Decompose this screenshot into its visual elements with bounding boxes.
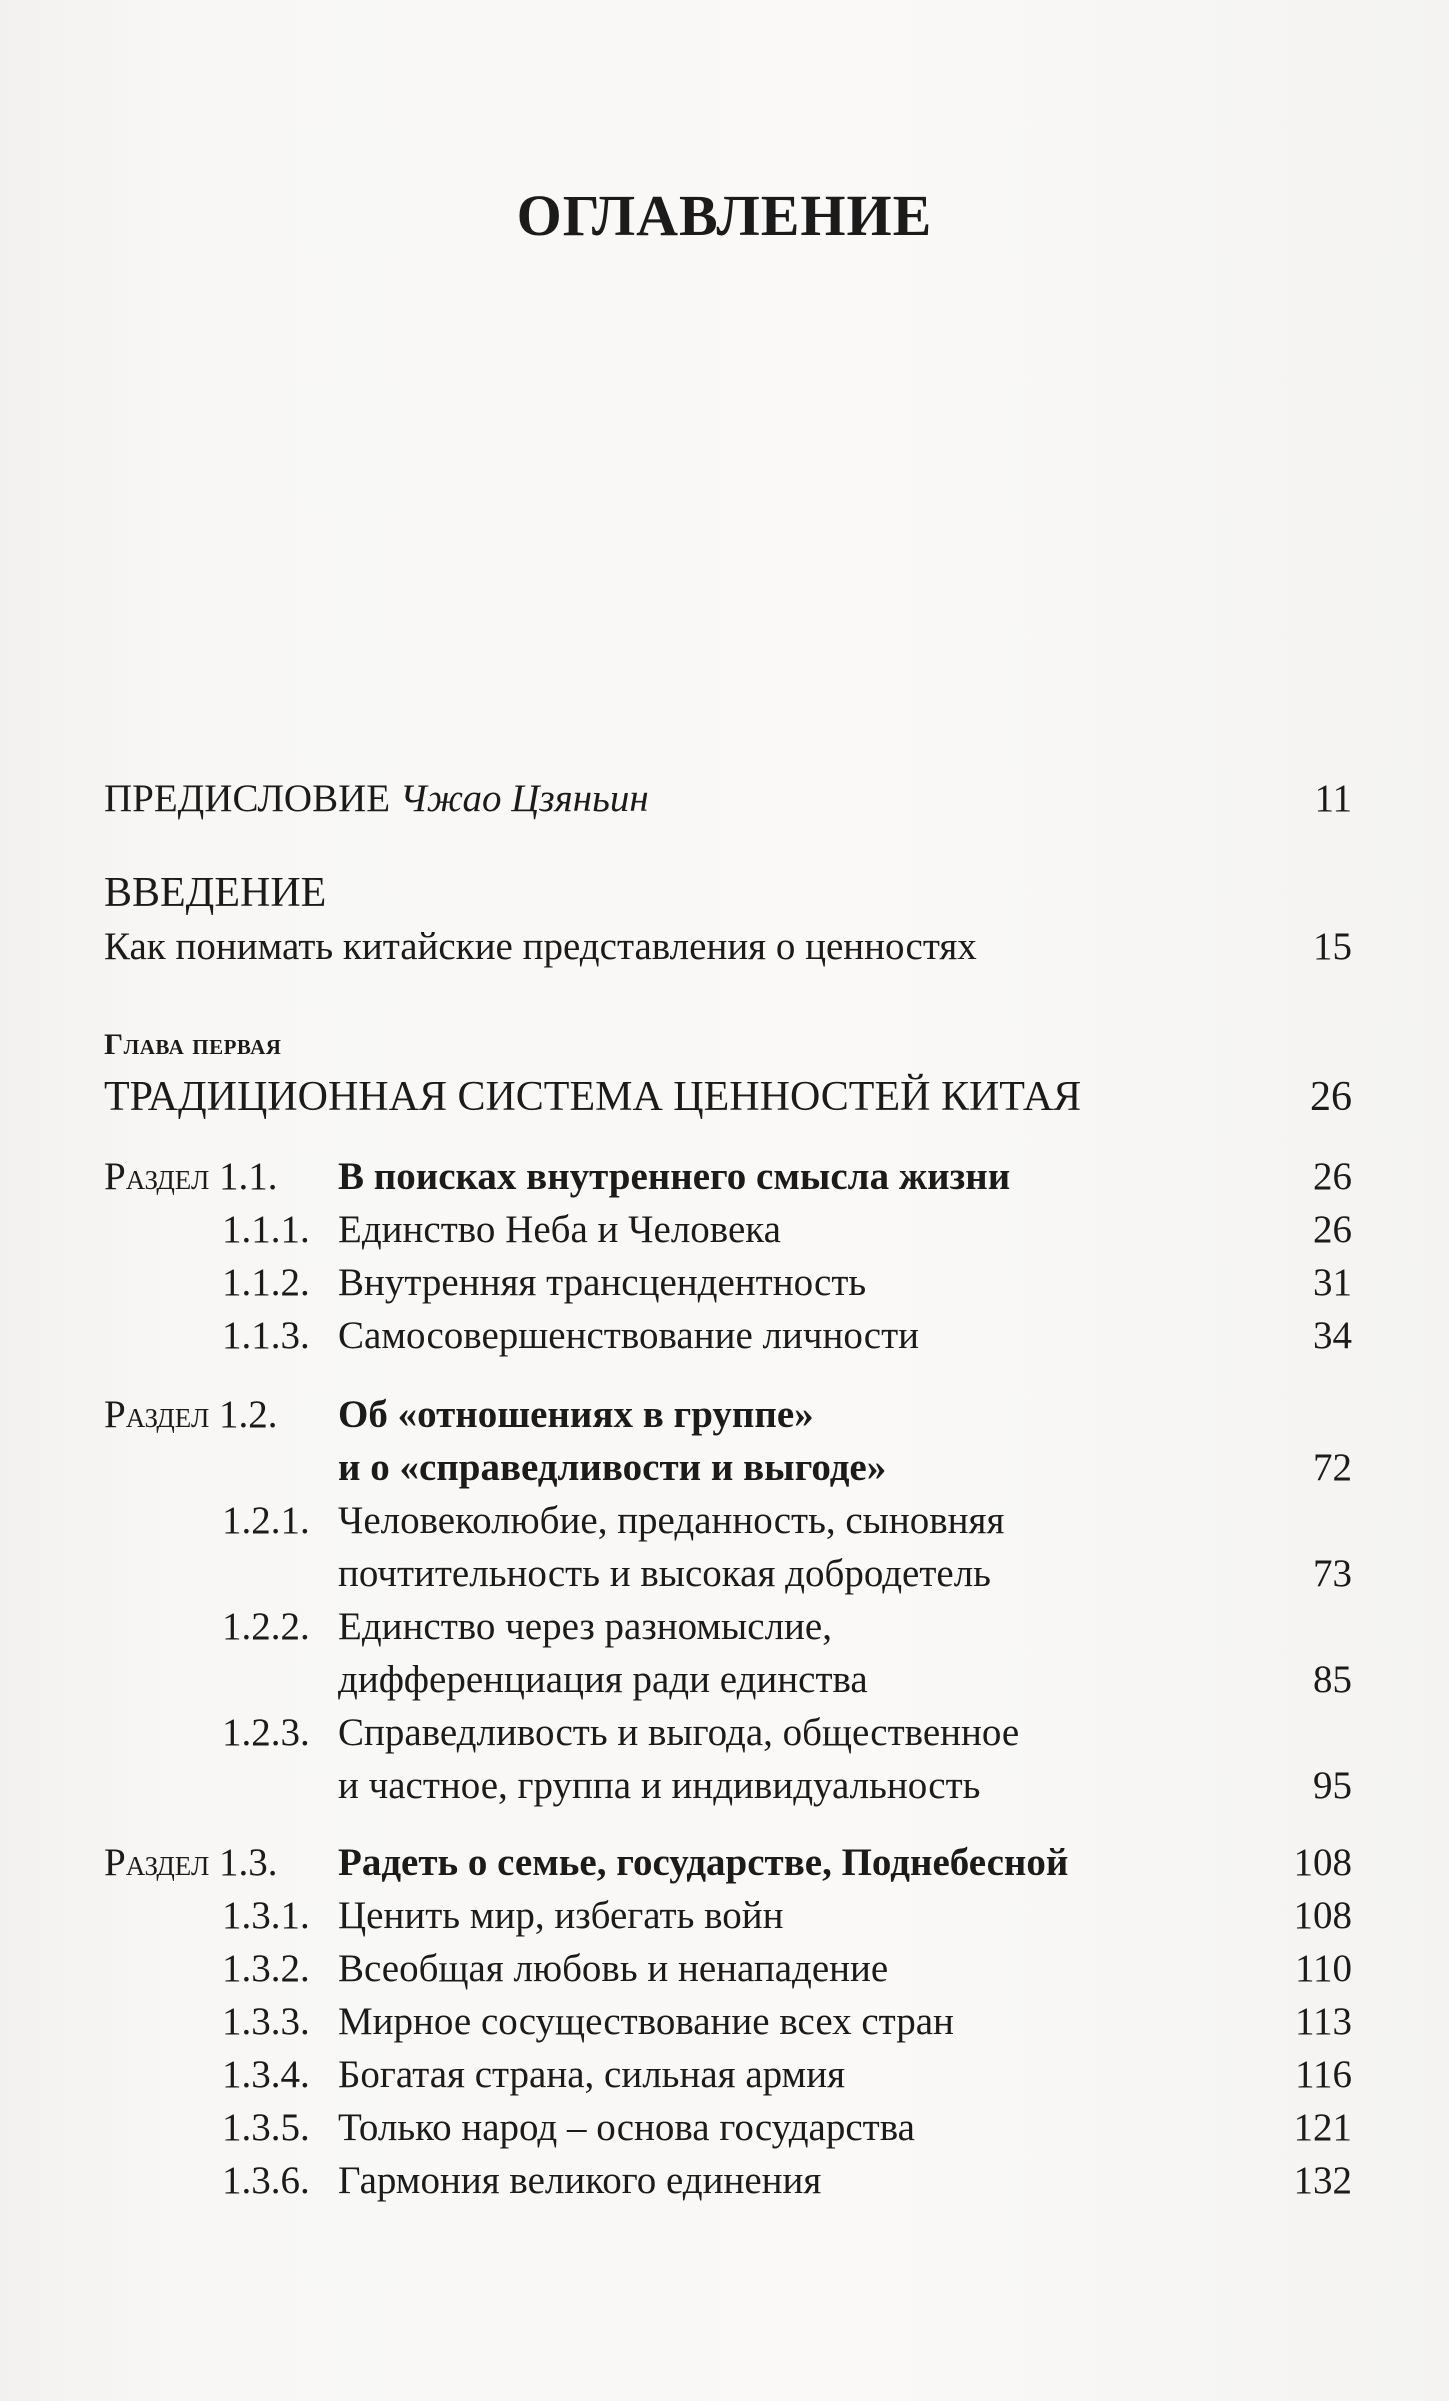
entry-number: 1.2.1. bbox=[222, 1499, 310, 1542]
section-title: В поисках внутреннего смысла жизни bbox=[338, 1155, 1011, 1198]
entry-text-line2: дифференциация ради единства bbox=[338, 1658, 868, 1701]
preface-label: ПРЕДИСЛОВИЕ bbox=[104, 777, 391, 820]
entry-number: 1.1.3. bbox=[222, 1314, 310, 1357]
page-number: 26 bbox=[1310, 1074, 1352, 1120]
page-number: 15 bbox=[1313, 925, 1352, 968]
entry-text: Как понимать китайские представления о ценностях bbox=[104, 925, 977, 968]
toc-entry-1-3-4[interactable] bbox=[104, 2050, 1352, 2100]
entry-text-line1: Справедливость и выгода, общественное bbox=[338, 1711, 1020, 1754]
toc-entry-1-1-3[interactable] bbox=[104, 1311, 1352, 1361]
entry-text: Единство Неба и Человека bbox=[338, 1208, 781, 1251]
entry-text: Только народ – основа государства bbox=[338, 2106, 915, 2149]
toc-entry-chapter-title[interactable] bbox=[104, 1072, 1352, 1122]
entry-text-line2: и частное, группа и индивидуальность bbox=[338, 1764, 981, 1807]
entry-text: Гармония великого единения bbox=[338, 2159, 822, 2202]
toc-entry-1-2-3-cont[interactable] bbox=[104, 1761, 1352, 1811]
toc-entry-1-2-2-cont[interactable] bbox=[104, 1655, 1352, 1705]
entry-number: 1.3.4. bbox=[222, 2053, 310, 2096]
entry-number: 1.1.2. bbox=[222, 1261, 310, 1304]
toc-entry-1-2-3[interactable] bbox=[104, 1708, 1352, 1758]
section-prefix: Раздел 1.2. bbox=[104, 1393, 278, 1436]
introduction-heading: ВВЕДЕНИЕ bbox=[104, 870, 327, 916]
page-number: 31 bbox=[1313, 1261, 1352, 1304]
page-number: 26 bbox=[1313, 1155, 1352, 1198]
toc-entry-introduction[interactable] bbox=[104, 922, 1352, 972]
entry-number: 1.2.3. bbox=[222, 1711, 310, 1754]
page-number: 121 bbox=[1293, 2106, 1352, 2149]
entry-text: Внутренняя трансцендентность bbox=[338, 1261, 867, 1304]
section-title-line2: и о «справедливости и выгоде» bbox=[338, 1446, 887, 1489]
page-number: 116 bbox=[1294, 2053, 1352, 2096]
entry-text: Мирное сосуществование всех стран bbox=[338, 2000, 954, 2043]
page-number: 108 bbox=[1293, 1894, 1352, 1937]
page-number: 95 bbox=[1313, 1764, 1352, 1807]
toc-entry-1-2-1[interactable] bbox=[104, 1496, 1352, 1546]
entry-text: Самосовершенствование личности bbox=[338, 1314, 920, 1357]
section-title-line1: Об «отношениях в группе» bbox=[338, 1393, 814, 1436]
page-number: 110 bbox=[1294, 1947, 1352, 1990]
toc-entry-1-3-3[interactable] bbox=[104, 1997, 1352, 2047]
entry-number: 1.3.6. bbox=[222, 2159, 310, 2202]
toc-entry-1-3-6[interactable] bbox=[104, 2156, 1352, 2206]
toc-entry-1-3-5[interactable] bbox=[104, 2103, 1352, 2153]
entry-text: Ценить мир, избегать войн bbox=[338, 1894, 784, 1937]
page-number: 85 bbox=[1313, 1658, 1352, 1701]
entry-number: 1.1.1. bbox=[222, 1208, 310, 1251]
entry-number: 1.2.2. bbox=[222, 1605, 310, 1648]
toc-entry-section-1-2[interactable] bbox=[104, 1390, 1352, 1440]
section-title: Радеть о семье, государстве, Поднебесной bbox=[338, 1841, 1069, 1884]
entry-number: 1.3.2. bbox=[222, 1947, 310, 1990]
entry-number: 1.3.3. bbox=[222, 2000, 310, 2043]
entry-text-line1: Человеколюбие, преданность, сыновняя bbox=[338, 1499, 1005, 1542]
toc-entry-1-2-2[interactable] bbox=[104, 1602, 1352, 1652]
page-number: 11 bbox=[1314, 777, 1352, 820]
entry-number: 1.3.1. bbox=[222, 1894, 310, 1937]
toc-entry-1-3-2[interactable] bbox=[104, 1944, 1352, 1994]
page-number: 132 bbox=[1293, 2159, 1352, 2202]
toc-entry-section-1-3[interactable] bbox=[104, 1838, 1352, 1888]
page-number: 26 bbox=[1313, 1208, 1352, 1251]
entry-text: Всеобщая любовь и ненападение bbox=[338, 1947, 889, 1990]
page-number: 34 bbox=[1313, 1314, 1352, 1357]
page-number: 113 bbox=[1294, 2000, 1352, 2043]
toc-entry-section-1-1[interactable] bbox=[104, 1152, 1352, 1202]
chapter-title: ТРАДИЦИОННАЯ СИСТЕМА ЦЕННОСТЕЙ КИТАЯ bbox=[104, 1074, 1082, 1120]
chapter-label: Глава первая bbox=[104, 1028, 282, 1061]
preface-author: Чжао Цзяньин bbox=[399, 777, 649, 820]
toc-entry-1-1-1[interactable] bbox=[104, 1205, 1352, 1255]
toc-entry-1-3-1[interactable] bbox=[104, 1891, 1352, 1941]
page-number: 108 bbox=[1293, 1841, 1352, 1884]
toc-entry-preface[interactable] bbox=[104, 774, 1352, 824]
entry-text: Богатая страна, сильная армия bbox=[338, 2053, 846, 2096]
page-title: ОГЛАВЛЕНИЕ bbox=[516, 183, 933, 248]
toc-entry-1-2-1-cont[interactable] bbox=[104, 1549, 1352, 1599]
entry-number: 1.3.5. bbox=[222, 2106, 310, 2149]
page-number: 72 bbox=[1313, 1446, 1352, 1489]
page-number: 73 bbox=[1313, 1552, 1352, 1595]
toc-entry-section-1-2-cont[interactable] bbox=[104, 1443, 1352, 1493]
toc-entry-1-1-2[interactable] bbox=[104, 1258, 1352, 1308]
section-prefix: Раздел 1.1. bbox=[104, 1155, 278, 1198]
entry-text-line1: Единство через разномыслие, bbox=[338, 1605, 832, 1648]
section-prefix: Раздел 1.3. bbox=[104, 1841, 278, 1884]
entry-text-line2: почтительность и высокая добродетель bbox=[338, 1552, 991, 1595]
